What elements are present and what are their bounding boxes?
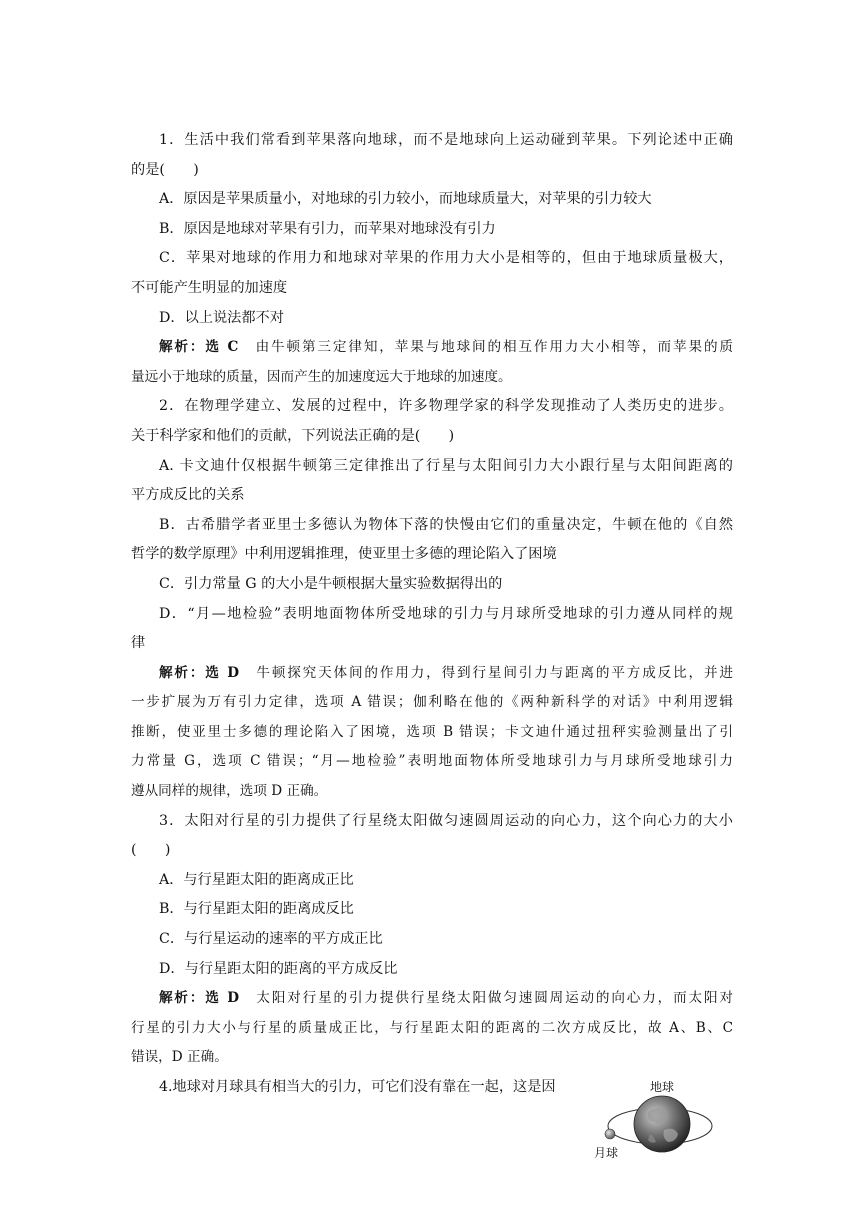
q4-stem-line-1: 4.地球对月球具有相当大的引力，可它们没有靠在一起，这是因 xyxy=(159,1079,556,1095)
q3-stem-line-1: 3．太阳对行星的引力提供了行星绕太阳做匀速圆周运动的向心力，这个向心力的大小 xyxy=(159,812,733,829)
q1-option-c-line-2: 不可能产生明显的加速度 xyxy=(131,279,288,296)
q2-option-a-line-2: 平方成反比的关系 xyxy=(131,487,245,504)
q3-solution-line-3: 错误，D 正确。 xyxy=(131,1049,228,1066)
q2-option-d-line-2: 律 xyxy=(131,635,146,652)
q3-option-a: A．与行星距太阳的距离成正比 xyxy=(159,871,354,888)
q1-option-d: D．以上说法都不对 xyxy=(159,309,284,326)
q2-solution-line-3: 推断，使亚里士多德的理论陷入了困境，选项 B 错误；卡文迪什通过扭秤实验测量出了引 xyxy=(131,723,733,740)
q1-option-b: B．原因是地球对苹果有引力，而苹果对地球没有引力 xyxy=(159,220,496,237)
q2-solution-line-1 xyxy=(131,659,733,689)
q1-solution-line-1 xyxy=(131,333,733,363)
q2-option-b-line-1: B．古希腊学者亚里士多德认为物体下落的快慢由它们的重量决定，牛顿在他的《自然 xyxy=(159,516,733,533)
q1-stem-line-1: 1．生活中我们常看到苹果落向地球，而不是地球向上运动碰到苹果。下列论述中正确 xyxy=(159,132,733,148)
q2-stem-line-2: 关于科学家和他们的贡献，下列说法正确的是( ) xyxy=(131,427,455,444)
q2-option-d-line-1: D．“月—地检验”表明地面物体所受地球的引力与月球所受地球的引力遵从同样的规 xyxy=(159,605,733,622)
q2-stem-line-1: 2．在物理学建立、发展的过程中，许多物理学家的科学发现推动了人类历史的进步。 xyxy=(159,398,733,415)
q3-solution-head: 解析：选 D xyxy=(159,990,240,1007)
q1-solution-head: 解析：选 C xyxy=(159,339,239,356)
moon-label: 月球 xyxy=(594,1146,619,1160)
q3-option-b: B．与行星距太阳的距离成反比 xyxy=(159,901,354,918)
earth-moon-figure xyxy=(590,1072,730,1164)
q2-solution-line-2: 一步扩展为万有引力定律，选项 A 错误；伽利略在他的《两种新科学的对话》中利用逻辑 xyxy=(131,694,733,711)
q2-solution-text: 牛顿探究天体间的作用力，得到行星间引力与距离的平方成反比，并进 xyxy=(239,664,733,681)
q1-option-a: A．原因是苹果质量小，对地球的引力较小，而地球质量大，对苹果的引力较大 xyxy=(159,191,652,208)
q1-solution-line-2: 量远小于地球的质量，因而产生的加速度远大于地球的加速度。 xyxy=(131,368,512,385)
q2-solution-line-4: 力常量 G，选项 C 错误；“月—地检验”表明地面物体所受地球引力与月球所受地球引力 xyxy=(131,753,733,770)
earth-sphere xyxy=(634,1096,690,1152)
q1-solution-text: 由牛顿第三定律知，苹果与地球间的相互作用力大小相等，而苹果的质 xyxy=(238,339,733,356)
q2-solution-head: 解析：选 D xyxy=(159,664,240,681)
q2-option-b-line-2: 哲学的数学原理》中利用逻辑推理，使亚里士多德的理论陷入了困境 xyxy=(131,546,557,563)
q2-option-c: C．引力常量 G 的大小是牛顿根据大量实验数据得出的 xyxy=(159,575,503,592)
q3-option-d: D．与行星距太阳的距离的平方成反比 xyxy=(159,960,398,977)
q3-option-c: C．与行星运动的速率的平方成正比 xyxy=(159,931,383,948)
q1-stem-line-2: 的是( ) xyxy=(131,161,199,178)
moon-sphere xyxy=(605,1129,615,1139)
q3-solution-line-2: 行星的引力大小与行星的质量成正比，与行星距太阳的距离的二次方成反比，故 A、B、C xyxy=(131,1019,733,1036)
q1-option-c-line-1: C．苹果对地球的作用力和地球对苹果的作用力大小是相等的，但由于地球质量极大， xyxy=(159,250,733,267)
earth-label: 地球 xyxy=(650,1080,675,1094)
q2-solution-line-5: 遵从同样的规律，选项 D 正确。 xyxy=(131,783,328,800)
q2-option-a-line-1: A. 卡文迪什仅根据牛顿第三定律推出了行星与太阳间引力大小跟行星与太阳间距离的 xyxy=(159,457,733,474)
q3-stem-line-2: ( ) xyxy=(131,842,171,859)
question-list xyxy=(131,126,733,1103)
q3-solution-line-1 xyxy=(131,984,733,1014)
q3-solution-text: 太阳对行星的引力提供行星绕太阳做匀速圆周运动的向心力，而太阳对 xyxy=(239,990,733,1007)
